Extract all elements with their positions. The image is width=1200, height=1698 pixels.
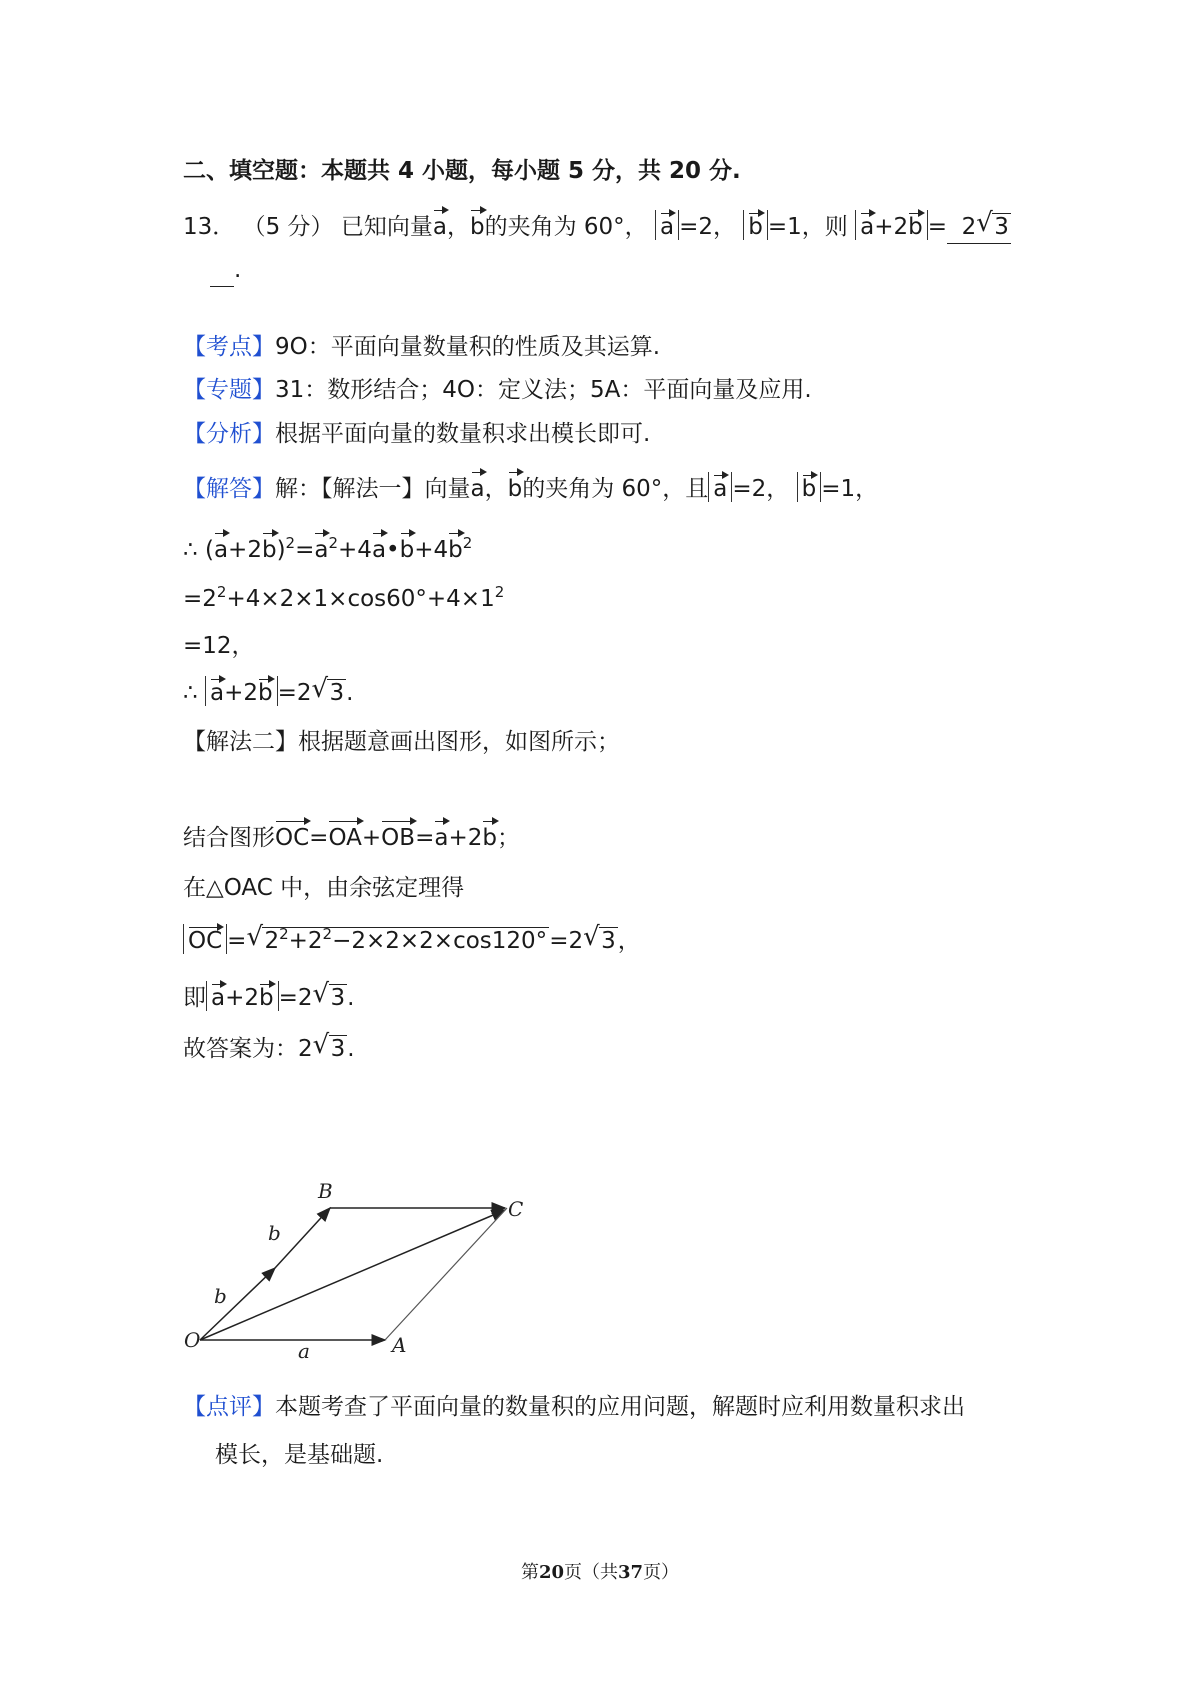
answer-coef: 2 bbox=[961, 214, 977, 240]
vector-a: a bbox=[214, 530, 228, 566]
ji-text: 即 bbox=[183, 985, 206, 1011]
label-b: B bbox=[318, 1179, 333, 1203]
vector-b: b bbox=[259, 981, 274, 1011]
vector-b: b bbox=[482, 818, 497, 854]
label-b-lower: b bbox=[214, 1284, 227, 1308]
jieda-line bbox=[183, 469, 878, 505]
therefore: ∴ bbox=[183, 680, 198, 706]
radicand: 3 bbox=[994, 214, 1009, 240]
abs-a-plus-2b bbox=[205, 676, 278, 706]
question-text: 已知向量 bbox=[340, 214, 433, 240]
vector-b: b bbox=[508, 469, 523, 505]
plus-two: +2 bbox=[874, 214, 909, 240]
abs-a bbox=[708, 472, 732, 502]
exponent: 2 bbox=[462, 534, 473, 552]
page-footer bbox=[0, 1558, 1200, 1584]
period: . bbox=[234, 257, 242, 283]
parallelogram-diagram bbox=[180, 1165, 560, 1365]
vector-oc-arrow bbox=[200, 1210, 505, 1340]
combine-text: 结合图形 bbox=[183, 825, 275, 851]
paren: ( bbox=[204, 537, 214, 563]
vector-a: a bbox=[471, 469, 485, 505]
step-3: =12， bbox=[183, 633, 255, 659]
radicand: 3 bbox=[601, 928, 616, 954]
vector-b-half-arrow bbox=[200, 1268, 275, 1340]
equals-two: =2 bbox=[278, 985, 313, 1011]
equals: = bbox=[227, 928, 247, 954]
dianping-line-2: 模长，是基础题. bbox=[215, 1442, 384, 1468]
footer-text: 第 bbox=[520, 1562, 539, 1583]
question-number: 13． bbox=[183, 214, 236, 240]
vector-a: a bbox=[211, 981, 225, 1011]
dianping-line bbox=[183, 1391, 965, 1423]
semicolon: ； bbox=[496, 825, 520, 851]
equals: = bbox=[927, 214, 948, 240]
triangle-line: 在△OAC 中，由余弦定理得 bbox=[183, 875, 465, 901]
radicand-part: −2×2×2×cos120° bbox=[332, 928, 548, 954]
method-two: 【解法二】根据题意画出图形，如图所示； bbox=[183, 729, 620, 755]
dianping-tag: 【点评】 bbox=[183, 1394, 275, 1420]
vector-b: b bbox=[748, 210, 763, 240]
cosine-line bbox=[183, 924, 641, 957]
radicand: 3 bbox=[330, 1036, 346, 1062]
answer-line bbox=[183, 1033, 355, 1065]
footer-text: 页（共 bbox=[564, 1562, 618, 1583]
radicand: 3 bbox=[329, 680, 345, 706]
abs-a-plus-2b bbox=[855, 210, 928, 240]
kaodian-tag: 【考点】 bbox=[183, 334, 275, 360]
vector-b: b bbox=[470, 207, 485, 243]
section-title: 二、填空题：本题共 4 小题，每小题 5 分，共 20 分. bbox=[183, 158, 741, 184]
vector-a: a bbox=[860, 210, 874, 240]
jieda-text: =1， bbox=[821, 476, 879, 502]
vector-a: a bbox=[713, 472, 727, 502]
label-o: O bbox=[184, 1328, 201, 1352]
side-ac bbox=[385, 1208, 507, 1340]
vector-b: b bbox=[262, 530, 277, 566]
vector-b: b bbox=[448, 530, 463, 566]
question-text: =2， bbox=[679, 214, 736, 240]
dot: • bbox=[386, 537, 400, 563]
equals: = bbox=[295, 537, 315, 563]
plus-two: +2 bbox=[448, 825, 483, 851]
label-b-upper: b bbox=[268, 1221, 281, 1245]
paren: ) bbox=[276, 537, 286, 563]
plus-two: +2 bbox=[224, 680, 258, 706]
fenxi-tag: 【分析】 bbox=[183, 421, 275, 447]
dianping-text: 本题考查了平面向量的数量积的应用问题，解题时应利用数量积求出 bbox=[275, 1394, 965, 1420]
radicand-part: +2 bbox=[288, 928, 323, 954]
abs-a bbox=[655, 210, 679, 240]
vector-b: b bbox=[258, 676, 273, 706]
therefore: ∴ bbox=[183, 537, 198, 563]
radicand: 3 bbox=[330, 985, 346, 1011]
step-text: +4×2×1×cos60°+4×1 bbox=[226, 586, 495, 612]
jieda-tag: 【解答】 bbox=[183, 476, 275, 502]
equals-two: =2 bbox=[549, 928, 584, 954]
vector-a: a bbox=[434, 818, 448, 854]
exponent: 2 bbox=[216, 583, 227, 601]
comma: ， bbox=[617, 928, 641, 954]
period: . bbox=[346, 680, 354, 706]
equals: = bbox=[309, 825, 329, 851]
exponent: 2 bbox=[322, 925, 333, 943]
radicand bbox=[262, 927, 549, 954]
comma: ， bbox=[484, 476, 508, 502]
comma: ， bbox=[446, 214, 470, 240]
abs-a-plus-2b bbox=[206, 981, 279, 1011]
page-total: 37 bbox=[618, 1562, 644, 1583]
question-13 bbox=[183, 207, 1011, 244]
answer-text: 故答案为：2 bbox=[183, 1036, 313, 1062]
vector-a: a bbox=[433, 207, 447, 243]
step-4 bbox=[183, 676, 353, 709]
plus-four: +4 bbox=[414, 537, 449, 563]
equals: = bbox=[415, 825, 435, 851]
abs-oc bbox=[183, 924, 227, 954]
vector-oa: OA bbox=[328, 818, 361, 854]
plus-two: +2 bbox=[225, 985, 260, 1011]
sqrt bbox=[583, 925, 618, 957]
step-2 bbox=[183, 583, 504, 615]
zhuanti-tag: 【专题】 bbox=[183, 377, 275, 403]
fenxi-text: 根据平面向量的数量积求出模长即可. bbox=[275, 421, 651, 447]
vector-b: b bbox=[400, 530, 415, 566]
label-a: A bbox=[392, 1333, 407, 1357]
ji-line bbox=[183, 981, 354, 1014]
footer-text: 页） bbox=[643, 1562, 680, 1583]
question-score: （5 分） bbox=[242, 214, 334, 240]
answer-blank bbox=[947, 211, 1011, 244]
equals-two: =2 bbox=[277, 680, 312, 706]
vector-b: b bbox=[802, 472, 817, 502]
sqrt bbox=[246, 925, 549, 957]
vector-ob-arrow bbox=[275, 1208, 330, 1268]
vector-ob: OB bbox=[381, 818, 415, 854]
jieda-text: 的夹角为 60°，且 bbox=[522, 476, 709, 502]
sqrt bbox=[313, 1033, 348, 1065]
zhuanti-line bbox=[183, 374, 812, 406]
exponent: 2 bbox=[328, 534, 339, 552]
exponent: 2 bbox=[279, 925, 289, 943]
kaodian-line bbox=[183, 331, 660, 363]
kaodian-text: 9O：平面向量数量积的性质及其运算. bbox=[275, 334, 661, 360]
vector-oc: OC bbox=[188, 924, 222, 954]
answer-blank-end bbox=[210, 254, 234, 287]
step-text: =2 bbox=[183, 586, 217, 612]
combine-line bbox=[183, 818, 520, 854]
page-number: 20 bbox=[538, 1562, 564, 1583]
plus-four: +4 bbox=[338, 537, 372, 563]
exponent: 2 bbox=[494, 583, 505, 601]
zhuanti-text: 31：数形结合；4O：定义法；5A：平面向量及应用. bbox=[275, 377, 812, 403]
sqrt bbox=[311, 677, 346, 709]
label-a-lower: a bbox=[298, 1339, 310, 1363]
period: . bbox=[347, 985, 355, 1011]
vector-a: a bbox=[210, 676, 224, 706]
jieda-text: 解：【解法一】向量 bbox=[275, 476, 471, 502]
question-13-continuation bbox=[210, 254, 241, 287]
period: . bbox=[347, 1036, 355, 1062]
fenxi-line bbox=[183, 418, 650, 450]
question-text: =1，则 bbox=[767, 214, 848, 240]
label-c: C bbox=[508, 1197, 524, 1221]
radicand-part: 2 bbox=[264, 928, 280, 954]
exponent: 2 bbox=[285, 534, 296, 552]
question-text: 的夹角为 60°， bbox=[484, 214, 648, 240]
plus: + bbox=[361, 825, 382, 851]
answer-sqrt bbox=[976, 211, 1011, 243]
vector-a: a bbox=[314, 530, 328, 566]
abs-b bbox=[797, 472, 822, 502]
vector-a: a bbox=[372, 530, 386, 566]
sqrt bbox=[313, 982, 348, 1014]
vector-a: a bbox=[660, 210, 674, 240]
jieda-text: =2， bbox=[732, 476, 790, 502]
vector-b: b bbox=[908, 210, 923, 240]
vector-oc: OC bbox=[275, 818, 309, 854]
abs-b bbox=[743, 210, 768, 240]
step-1 bbox=[183, 530, 472, 566]
plus-two: +2 bbox=[228, 537, 262, 563]
